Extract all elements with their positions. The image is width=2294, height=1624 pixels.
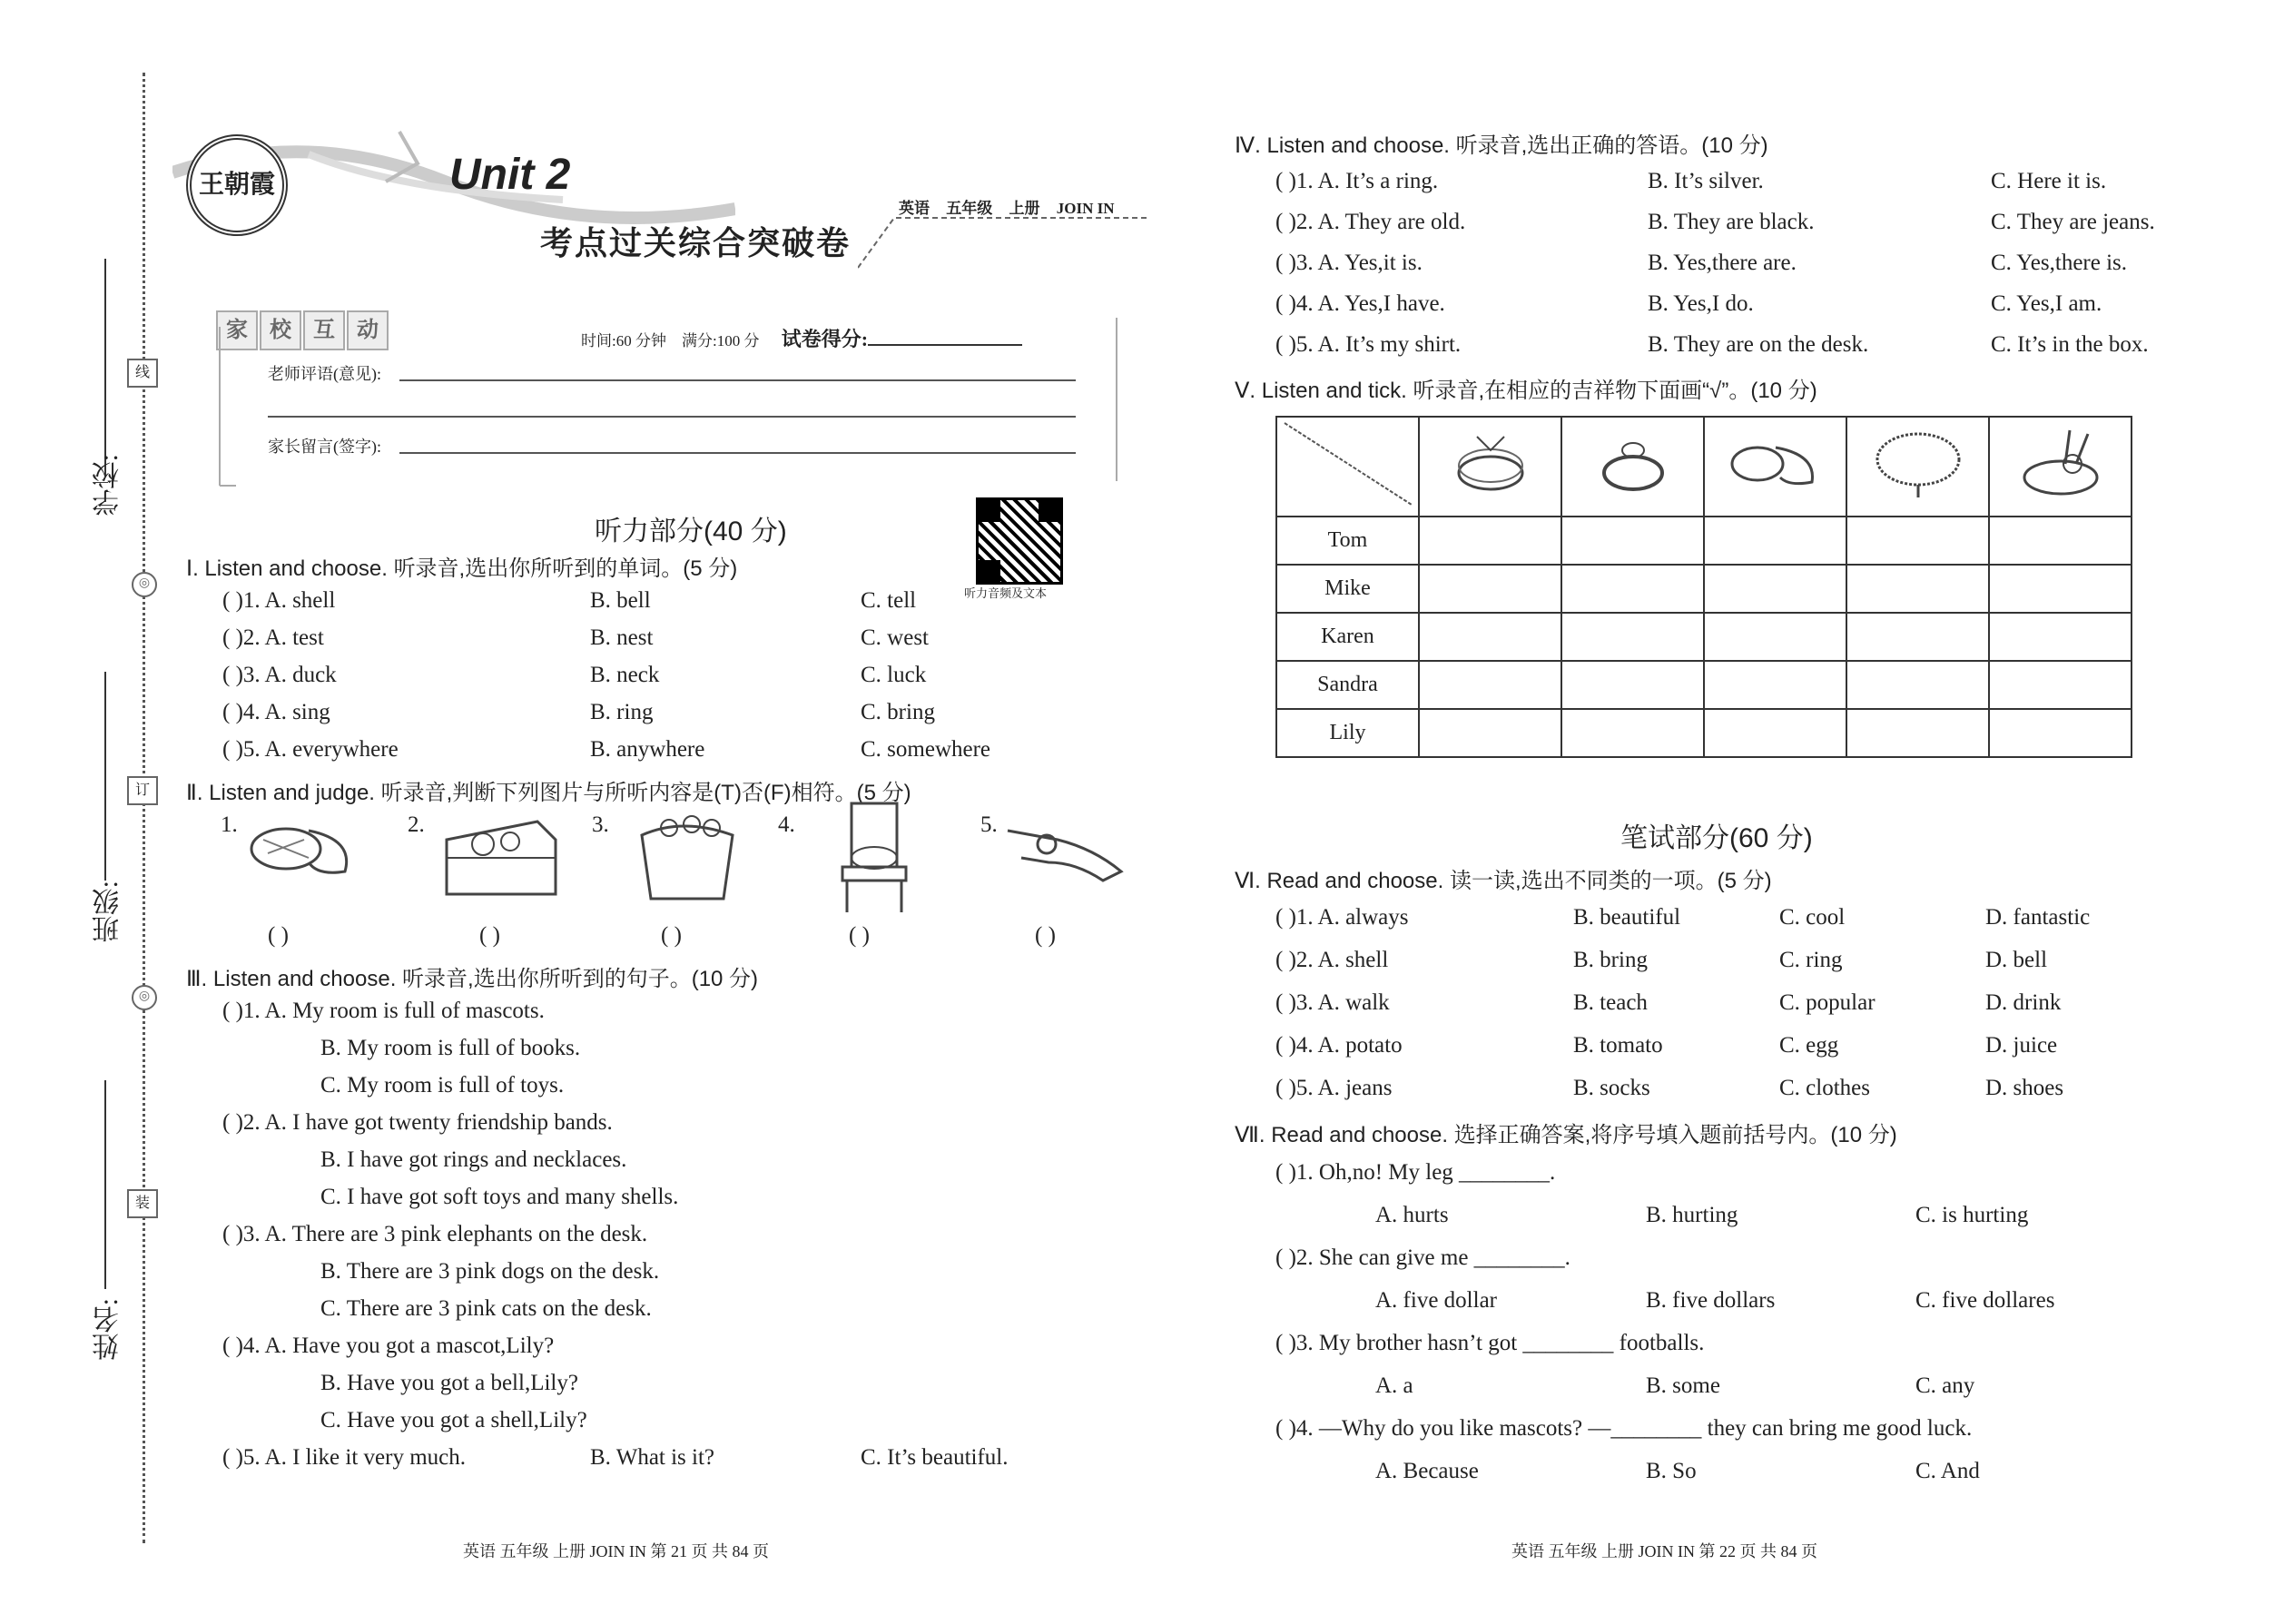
option-b: B. So: [1646, 1459, 1697, 1483]
book-tag: JOIN IN: [1056, 200, 1115, 217]
option-a: A. five dollar: [1375, 1288, 1497, 1313]
option-b: B. Yes,there are.: [1648, 251, 1797, 275]
badge-char: 家: [216, 310, 258, 350]
option-c: C. And: [1915, 1459, 1980, 1483]
option-b: B. socks: [1573, 1076, 1650, 1100]
section-4-heading: Ⅳ. Listen and choose. 听录音,选出正确的答语。(10 分): [1235, 133, 1768, 158]
tick-cell[interactable]: [1561, 709, 1704, 757]
option-c: C. clothes: [1779, 1076, 1870, 1100]
student-name: Lily: [1276, 709, 1419, 757]
section-5-heading: Ⅴ. Listen and tick. 听录音,在相应的吉祥物下面画“√”。(10 分): [1235, 379, 1817, 403]
table-corner-cell: [1276, 417, 1419, 517]
option-c: C. is hurting: [1915, 1203, 2029, 1227]
answer-blank-question[interactable]: ( )5. A. everywhere: [222, 737, 399, 762]
sentence-option: B. What is it?: [590, 1445, 715, 1470]
sentence-option: B. My room is full of books.: [320, 1036, 581, 1060]
sentence-option: B. There are 3 pink dogs on the desk.: [320, 1259, 660, 1284]
student-name: Tom: [1276, 517, 1419, 565]
option-c: C. somewhere: [861, 737, 991, 762]
tick-cell[interactable]: [1704, 565, 1846, 613]
binding-dotted-line: [143, 73, 145, 1543]
option-b: B. anywhere: [590, 737, 705, 762]
option-c: C. bring: [861, 700, 935, 724]
option-b: B. Yes,I do.: [1648, 291, 1754, 316]
sentence-option: C. It’s beautiful.: [861, 1445, 1009, 1470]
section-7-heading: Ⅶ. Read and choose. 选择正确答案,将序号填入题前括号内。(10 分): [1235, 1123, 1897, 1147]
option-b: B. They are black.: [1648, 210, 1815, 234]
picture-number: 5.: [980, 812, 998, 837]
tick-cell[interactable]: [1419, 613, 1561, 661]
name-label: 姓名:: [94, 1298, 123, 1361]
binding-tag: 装: [127, 1189, 158, 1218]
answer-blank-question[interactable]: ( )1. A. It’s a ring.: [1275, 169, 1439, 193]
tick-cell[interactable]: [1561, 517, 1704, 565]
rabbit-toy-icon: [1989, 417, 2132, 517]
paper-subtitle: 考点过关综合突破卷: [540, 225, 852, 261]
answer-blank-question[interactable]: ( )3. A. Yes,it is.: [1275, 251, 1423, 275]
section-2-heading: Ⅱ. Listen and judge. 听录音,判断下列图片与所听内容是(T)否(F)相符。(5 分): [186, 781, 911, 805]
student-name: Karen: [1276, 613, 1419, 661]
picture-number: 4.: [778, 812, 795, 837]
sentence-option: C. I have got soft toys and many shells.: [320, 1185, 679, 1209]
option-c: C. Yes,I am.: [1991, 291, 2102, 316]
tick-cell[interactable]: [1419, 661, 1561, 709]
answer-blank-question[interactable]: ( )5. A. jeans: [1275, 1076, 1393, 1100]
option-d: D. bell: [1985, 948, 2048, 972]
name-fill-line: [104, 1080, 106, 1289]
listening-title: 听力部分(40 分): [595, 517, 787, 546]
option-a: A. a: [1375, 1373, 1413, 1398]
binding-hole: ◎: [132, 572, 157, 597]
book-tag: 英语: [899, 200, 930, 217]
option-c: C. cool: [1779, 905, 1846, 930]
page-footer-left: 英语 五年级 上册 JOIN IN 第 21 页 共 84 页: [463, 1542, 769, 1560]
section-1-heading: Ⅰ. Listen and choose. 听录音,选出你所听到的单词。(5 分): [186, 556, 738, 581]
judge-answer-blank[interactable]: ( ): [849, 923, 870, 948]
option-b: B. bring: [1573, 948, 1648, 972]
answer-blank-question[interactable]: ( )2. A. They are old.: [1275, 210, 1466, 234]
qr-code[interactable]: [976, 497, 1063, 585]
book-tag: 上册: [1009, 200, 1040, 217]
answer-blank-question[interactable]: ( )1. A. shell: [222, 588, 336, 613]
option-b: B. bell: [590, 588, 651, 613]
class-label: 班级:: [94, 881, 123, 943]
fill-in-question[interactable]: ( )4. —Why do you like mascots? —________ they can bring me good luck.: [1275, 1416, 1973, 1441]
option-b: B. five dollars: [1646, 1288, 1776, 1313]
tick-cell[interactable]: [1989, 613, 2132, 661]
answer-blank-question[interactable]: ( )2. A. shell: [1275, 948, 1389, 972]
answer-blank-question[interactable]: ( )5. A. It’s my shirt.: [1275, 332, 1462, 357]
tick-cell[interactable]: [1704, 709, 1846, 757]
option-c: C. ring: [1779, 948, 1843, 972]
sentence-option: B. Have you got a bell,Lily?: [320, 1371, 578, 1395]
sentence-option[interactable]: ( )3. A. There are 3 pink elephants on the desk.: [222, 1222, 648, 1246]
option-d: D. shoes: [1985, 1076, 2064, 1100]
teacher-comment-label: 老师评语(意见):: [268, 365, 381, 383]
tick-cell[interactable]: [1561, 613, 1704, 661]
score-label: 试卷得分:: [781, 328, 869, 350]
option-b: B. hurting: [1646, 1203, 1738, 1227]
picture-number: 1.: [221, 812, 238, 837]
school-fill-line: [104, 259, 106, 477]
fill-in-question[interactable]: ( )2. She can give me ________.: [1275, 1245, 1570, 1270]
option-d: D. drink: [1985, 990, 2062, 1015]
option-a: A. Because: [1375, 1459, 1479, 1483]
badge-char: 动: [347, 310, 389, 350]
option-b: B. It’s silver.: [1648, 169, 1764, 193]
sentence-option: B. I have got rings and necklaces.: [320, 1147, 627, 1172]
option-c: C. They are jeans.: [1991, 210, 2155, 234]
tick-cell[interactable]: [1419, 709, 1561, 757]
tick-cell[interactable]: [1561, 565, 1704, 613]
badge-char: 校: [260, 310, 301, 350]
option-c: C. Here it is.: [1991, 169, 2107, 193]
tick-cell[interactable]: [1704, 661, 1846, 709]
student-name: Mike: [1276, 565, 1419, 613]
answer-blank-question[interactable]: ( )4. A. sing: [222, 700, 330, 724]
judge-answer-blank[interactable]: ( ): [268, 923, 289, 948]
student-name: Sandra: [1276, 661, 1419, 709]
sentence-option[interactable]: ( )5. A. I like it very much.: [222, 1445, 466, 1470]
tick-cell[interactable]: [1846, 613, 1989, 661]
tick-cell[interactable]: [1989, 661, 2132, 709]
publisher-logo: 王朝霞: [186, 134, 288, 236]
answer-blank-question[interactable]: ( )4. A. Yes,I have.: [1275, 291, 1445, 316]
option-a: A. hurts: [1375, 1203, 1449, 1227]
binding-tag: 线: [127, 359, 158, 388]
picture-number: 3.: [592, 812, 609, 837]
tick-cell[interactable]: [1419, 517, 1561, 565]
page-footer-right: 英语 五年级 上册 JOIN IN 第 22 页 共 84 页: [1511, 1542, 1817, 1560]
tick-cell[interactable]: [1846, 709, 1989, 757]
tick-cell[interactable]: [1419, 565, 1561, 613]
answer-blank-question[interactable]: ( )3. A. walk: [1275, 990, 1390, 1015]
fill-in-question[interactable]: ( )1. Oh,no! My leg ________.: [1275, 1160, 1556, 1185]
sentence-option: C. My room is full of toys.: [320, 1073, 565, 1097]
tick-cell[interactable]: [1846, 517, 1989, 565]
sentence-option[interactable]: ( )2. A. I have got twenty friendship bands.: [222, 1110, 613, 1135]
option-b: B. teach: [1573, 990, 1648, 1015]
option-c: C. Yes,there is.: [1991, 251, 2128, 275]
book-tag: 五年级: [946, 200, 993, 217]
shell-icon: [1704, 417, 1846, 517]
binding-tag: 订: [127, 776, 158, 805]
option-b: B. ring: [590, 700, 654, 724]
tick-cell[interactable]: [1561, 661, 1704, 709]
hand-with-ring-picture: [1003, 808, 1130, 890]
option-d: D. fantastic: [1985, 905, 2091, 930]
section-6-heading: Ⅵ. Read and choose. 读一读,选出不同类的一项。(5 分): [1235, 869, 1772, 893]
option-b: B. tomato: [1573, 1033, 1663, 1058]
answer-blank-question[interactable]: ( )2. A. test: [222, 625, 324, 650]
chair-with-cat-picture: [833, 799, 924, 917]
option-c: C. five dollares: [1915, 1288, 2055, 1313]
option-c: C. west: [861, 625, 929, 650]
comment-box-frame: [218, 300, 1126, 490]
option-b: B. some: [1646, 1373, 1720, 1398]
sentence-option: C. Have you got a shell,Lily?: [320, 1408, 587, 1432]
necklace-icon: [1846, 417, 1989, 517]
sentence-option: C. There are 3 pink cats on the desk.: [320, 1296, 652, 1321]
unit-title: Unit 2: [449, 151, 571, 199]
tick-cell[interactable]: [1989, 709, 2132, 757]
judge-answer-blank[interactable]: ( ): [479, 923, 500, 948]
class-fill-line: [104, 672, 106, 881]
sentence-option[interactable]: ( )1. A. My room is full of mascots.: [222, 999, 545, 1023]
binding-hole: ◎: [132, 985, 157, 1010]
bag-of-toys-picture: [628, 808, 746, 908]
header-dashed-line: [858, 209, 1157, 272]
school-label: 学校:: [94, 454, 123, 517]
option-d: D. juice: [1985, 1033, 2058, 1058]
answer-blank-question[interactable]: ( )3. A. duck: [222, 663, 337, 687]
section-3-heading: Ⅲ. Listen and choose. 听录音,选出你所听到的句子。(10 分): [186, 967, 759, 991]
parent-comment-label: 家长留言(签字):: [268, 438, 381, 456]
tick-table: [1275, 416, 2132, 758]
judge-answer-blank[interactable]: ( ): [1035, 923, 1056, 948]
option-b: B. beautiful: [1573, 905, 1681, 930]
judge-answer-blank[interactable]: ( ): [661, 923, 682, 948]
answer-blank-question[interactable]: ( )4. A. potato: [1275, 1033, 1403, 1058]
option-c: C. any: [1915, 1373, 1975, 1398]
option-b: B. neck: [590, 663, 660, 687]
tick-cell[interactable]: [1704, 613, 1846, 661]
option-c: C. popular: [1779, 990, 1876, 1015]
option-b: B. nest: [590, 625, 654, 650]
bed-with-toys-picture: [438, 803, 565, 903]
option-c: C. It’s in the box.: [1991, 332, 2149, 357]
tick-cell[interactable]: [1846, 661, 1989, 709]
option-c: C. egg: [1779, 1033, 1839, 1058]
answer-blank-question[interactable]: ( )1. A. always: [1275, 905, 1409, 930]
fill-in-question[interactable]: ( )3. My brother hasn’t got ________ footballs.: [1275, 1331, 1705, 1355]
option-c: C. luck: [861, 663, 927, 687]
option-b: B. They are on the desk.: [1648, 332, 1869, 357]
tick-cell[interactable]: [1704, 517, 1846, 565]
tick-cell[interactable]: [1846, 565, 1989, 613]
tick-cell[interactable]: [1989, 565, 2132, 613]
shell-picture: [245, 812, 363, 885]
full-score-label: 满分:100 分: [681, 332, 760, 349]
picture-number: 2.: [408, 812, 425, 837]
qr-caption: 听力音频及文本: [964, 586, 1048, 600]
ring-icon: [1561, 417, 1704, 517]
badge-char: 互: [303, 310, 345, 350]
time-label: 时间:60 分钟: [581, 332, 666, 349]
book-tags: [899, 195, 1127, 218]
sentence-option[interactable]: ( )4. A. Have you got a mascot,Lily?: [222, 1334, 555, 1358]
tick-cell[interactable]: [1989, 517, 2132, 565]
option-c: C. tell: [861, 588, 917, 613]
writing-title: 笔试部分(60 分): [1620, 823, 1813, 853]
friendship-band-icon: [1419, 417, 1561, 517]
